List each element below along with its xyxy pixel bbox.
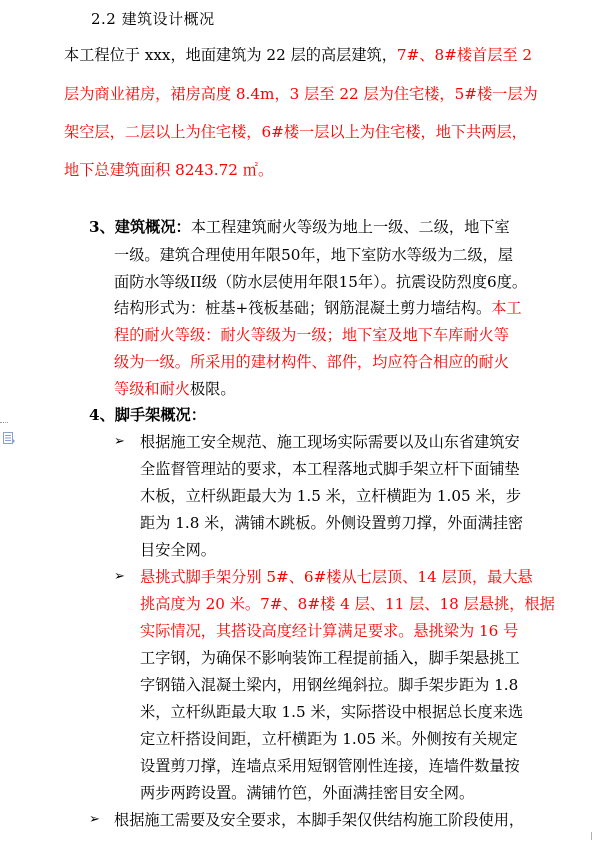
section-heading: 2.2 建筑设计概况 bbox=[91, 10, 215, 28]
item3-line-6: 级为一级。所采用的建材构件、部件，均应符合相应的耐火 bbox=[114, 353, 509, 371]
b2-line-5: 字钢锚入混凝土梁内，用钢丝绳斜拉。脚手架步距为 1.8 bbox=[140, 676, 519, 694]
b2-line-7: 定立杆搭设间距，立杆横距为 1.05 米。外侧按有关规定 bbox=[140, 730, 518, 748]
b1-line-2: 全监督管理站的要求，本工程落地式脚手架立杆下面铺垫 bbox=[140, 460, 520, 478]
item3-line-5: 程的耐火等级：耐火等级为一级；地下室及地下车库耐火等 bbox=[114, 326, 509, 344]
document-lines-icon bbox=[2, 430, 16, 444]
item3-line-4: 结构形式为：桩基+筏板基础；钢筋混凝土剪力墙结构。本工 bbox=[114, 299, 522, 317]
b2-line-6: 米，立杆纵距最大取 1.5 米，实际搭设中根据总长度来选 bbox=[140, 703, 524, 721]
intro-line-2: 层为商业裙房，裙房高度 8.4m，3 层至 22 层为住宅楼，5#楼一层为 bbox=[64, 85, 538, 103]
intro-line-3: 架空层，二层以上为住宅楼，6#楼一层以上为住宅楼，地下共两层， bbox=[64, 123, 527, 141]
b3-line-1: 根据施工需要及安全要求，本脚手架仅供结构施工阶段使用， bbox=[114, 811, 525, 829]
item3-line-3: 面防水等级II级（防水层使用年限15年）。抗震设防烈度6度。 bbox=[114, 273, 528, 291]
item3-line-7: 等级和耐火极限。 bbox=[114, 380, 236, 398]
b1-line-3: 木板，立杆纵距最大为 1.5 米，立杆横距为 1.05 米，步 bbox=[140, 487, 522, 505]
corner-mark bbox=[591, 832, 600, 840]
b2-line-1: 悬挑式脚手架分别 5#、6#楼从七层顶、14 层顶，最大悬 bbox=[140, 568, 533, 586]
bullet-arrow-icon: ➢ bbox=[114, 569, 125, 584]
b2-line-8: 设置剪刀撑，连墙点采用短钢管刚性连接，连墙件数量按 bbox=[140, 757, 520, 775]
item3-title: 3、建筑概况： bbox=[89, 218, 191, 236]
b1-line-5: 目安全网。 bbox=[140, 541, 216, 559]
b1-line-4: 距为 1.8 米，满铺木跳板。外侧设置剪刀撑，外面满挂密 bbox=[140, 514, 524, 532]
bullet-arrow-icon: ➢ bbox=[114, 434, 125, 449]
b2-line-4: 工字钢，为确保不影响装饰工程提前插入，脚手架悬挑工 bbox=[140, 649, 520, 667]
item4-title: 4、脚手架概况： bbox=[89, 406, 206, 424]
intro-line-4: 地下总建筑面积 8243.72 ㎡。 bbox=[64, 161, 274, 179]
item3-line-2: 一级。建筑合理使用年限50年，地下室防水等级为二级，屋 bbox=[114, 246, 514, 264]
b2-line-3: 实际情况，其搭设高度经计算满足要求。悬挑梁为 16 号 bbox=[140, 622, 519, 640]
bullet-arrow-icon: ➢ bbox=[89, 812, 100, 827]
b2-line-9: 两步两跨设置。满铺竹笆，外面满挂密目安全网。 bbox=[140, 784, 475, 802]
item3-line-1: 3、建筑概况：本工程建筑耐火等级为地上一级、二级，地下室 bbox=[89, 218, 510, 236]
margin-marker bbox=[0, 422, 8, 424]
b1-line-1: 根据施工安全规范、施工现场实际需要以及山东省建筑安 bbox=[140, 433, 520, 451]
b2-line-2: 挑高度为 20 米。7#、8#楼 4 层、11 层、18 层悬挑，根据 bbox=[140, 595, 555, 613]
intro-line-1: 本工程位于 xxx，地面建筑为 22 层的高层建筑，7#、8#楼首层至 2 bbox=[64, 46, 533, 64]
